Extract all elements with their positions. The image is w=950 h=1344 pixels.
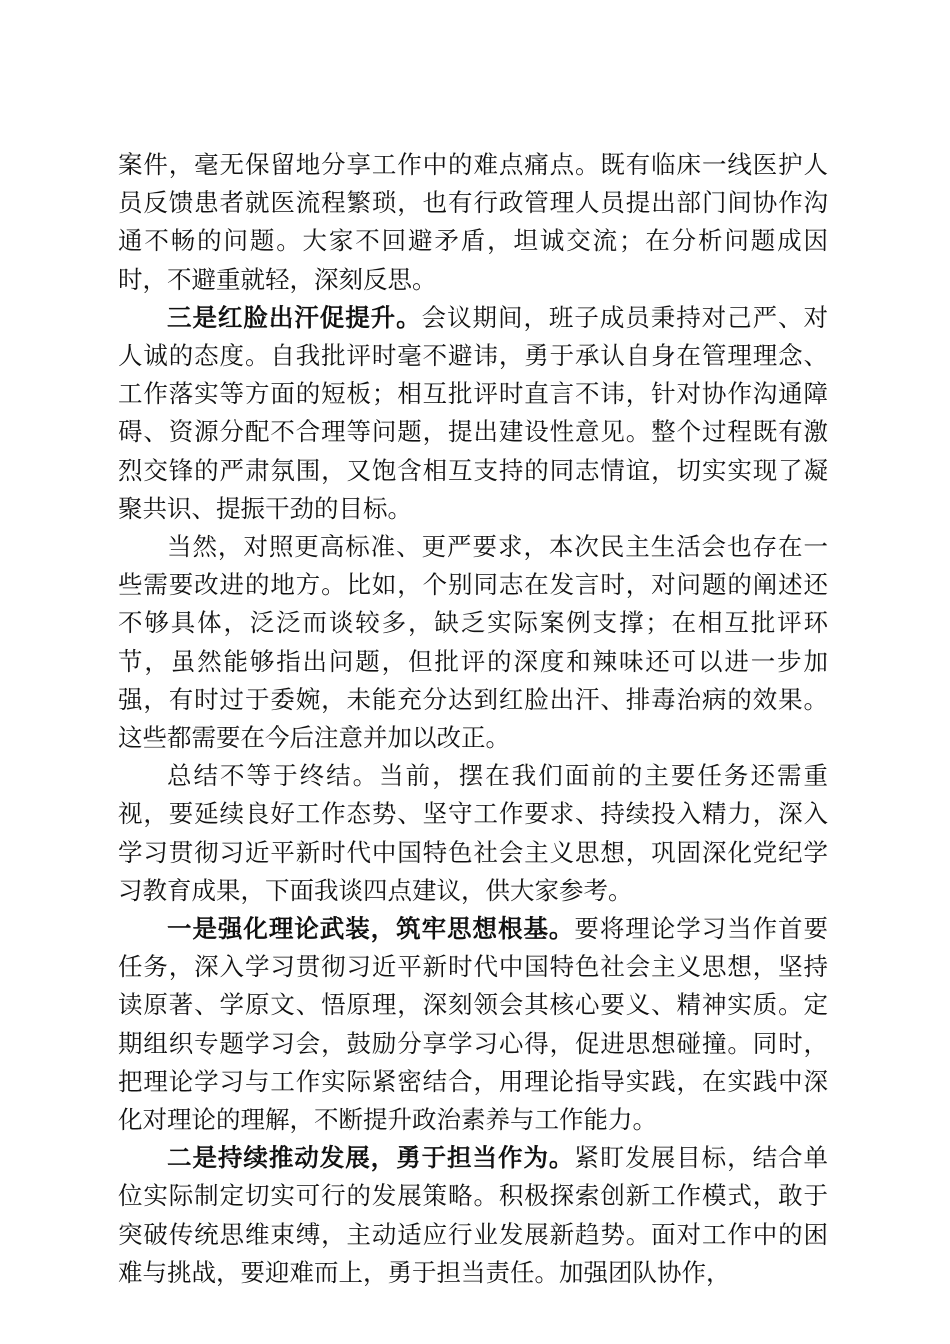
- paragraph-text: 紧盯发展目标，结合单位实际制定切实可行的发展策略。积极探索创新工作模式，敢于突破传统思维束缚，主动适应行业发展新趋势。面对工作中的困难与挑战，要迎难而上，勇于担当责任。加强团队协作，: [118, 1143, 828, 1287]
- paragraph-continuation: [118, 146, 828, 299]
- paragraph-text: 要将理论学习当作首要任务，深入学习贯彻习近平新时代中国特色社会主义思想，坚持读原著、学原文、悟原理，深刻领会其核心要义、精神实质。定期组织专题学习会，鼓励分享学习心得，促进思想碰撞。同时，把理论学习与工作实际紧密结合，用理论指导实践，在实践中深化对理论的理解，不断提升政治素养与工作能力。: [118, 914, 828, 1135]
- paragraph-shortcomings: [118, 528, 828, 757]
- document-body: [118, 146, 828, 1292]
- paragraph-text: 总结不等于终结。当前，摆在我们面前的主要任务还需重视，要延续良好工作态势、坚守工作要求、持续投入精力，深入学习贯彻习近平新时代中国特色社会主义思想，巩固深化党纪学习教育成果，下面我谈四点建议，供大家参考。: [118, 761, 828, 905]
- paragraph-suggestion-two: [118, 1139, 828, 1292]
- paragraph-heading: 二是持续推动发展，勇于担当作为。: [167, 1143, 575, 1173]
- paragraph-summary: [118, 757, 828, 910]
- paragraph-text: 当然，对照更高标准、更严要求，本次民主生活会也存在一些需要改进的地方。比如，个别同志在发言时，对问题的阐述还不够具体，泛泛而谈较多，缺乏实际案例支撑；在相互批评环节，虽然能够指出问题，但批评的深度和辣味还可以进一步加强，有时过于委婉，未能充分达到红脸出汗、排毒治病的效果。这些都需要在今后注意并加以改正。: [118, 532, 828, 753]
- paragraph-suggestion-one: [118, 910, 828, 1139]
- paragraph-text: 案件，毫无保留地分享工作中的难点痛点。既有临床一线医护人员反馈患者就医流程繁琐，也有行政管理人员提出部门间协作沟通不畅的问题。大家不回避矛盾，坦诚交流；在分析问题成因时，不避重就轻，深刻反思。: [118, 150, 828, 294]
- paragraph-text: 会议期间，班子成员秉持对己严、对人诚的态度。自我批评时毫不避讳，勇于承认自身在管理理念、工作落实等方面的短板；相互批评时直言不讳，针对协作沟通障碍、资源分配不合理等问题，提出建设性意见。整个过程既有激烈交锋的严肃氛围，又饱含相互支持的同志情谊，切实实现了凝聚共识、提振干劲的目标。: [118, 302, 829, 523]
- paragraph-point-three: [118, 299, 828, 528]
- paragraph-heading: 三是红脸出汗促提升。: [167, 302, 422, 332]
- paragraph-heading: 一是强化理论武装，筑牢思想根基。: [167, 914, 575, 944]
